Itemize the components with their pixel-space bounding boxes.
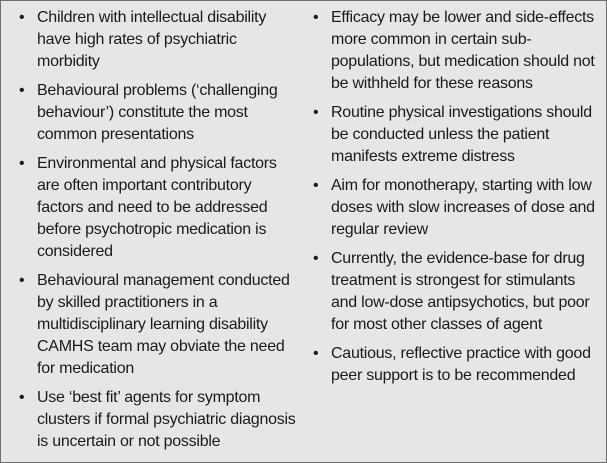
list-item-text: Children with intellectual disability have high rates of psychiatric morbidity [37,9,267,70]
bullet-icon: • [19,389,25,406]
bullet-icon: • [19,9,25,26]
bullet-icon: • [313,104,319,121]
bullet-icon: • [313,9,319,26]
list-item [311,102,596,168]
list-item [17,387,297,453]
list-item [311,248,596,336]
right-column-list [311,7,596,394]
bullet-icon: • [313,177,319,194]
bullet-icon: • [19,272,25,289]
bullet-icon: • [19,155,25,172]
list-item-text: Environmental and physical factors are often important contributory factors and need to be addressed before psychotropic medication is considered [37,155,277,260]
list-item-text: Currently, the evidence-base for drug treatment is strongest for stimulants and low-dose antipsychotics, but poor for most other classes of agent [331,250,590,333]
list-item [311,7,596,95]
list-item [311,343,596,387]
list-item [17,80,297,146]
list-item-text: Efficacy may be lower and side-effects more common in certain sub-populations, but medication should not be withheld for these reasons [331,9,595,92]
list-item-text: Routine physical investigations should be conducted unless the patient manifests extreme distress [331,104,592,165]
list-item-text: Cautious, reflective practice with good peer support is to be recommended [331,345,591,384]
list-item-text: Use ‘best fit’ agents for symptom clusters if formal psychiatric diagnosis is uncertain or not possible [37,389,296,450]
list-item [17,153,297,263]
list-item [17,270,297,380]
list-item [17,7,297,73]
list-item-text: Aim for monotherapy, starting with low doses with slow increases of dose and regular review [331,177,595,238]
bullet-icon: • [19,82,25,99]
list-item [311,175,596,241]
bullet-icon: • [313,250,319,267]
list-item-text: Behavioural problems (‘challenging behaviour’) constitute the most common presentations [37,82,278,143]
bullet-icon: • [313,345,319,362]
list-item-text: Behavioural management conducted by skilled practitioners in a multidisciplinary learning disability CAMHS team may obviate the need for medication [37,272,290,377]
left-column-list [17,7,297,460]
